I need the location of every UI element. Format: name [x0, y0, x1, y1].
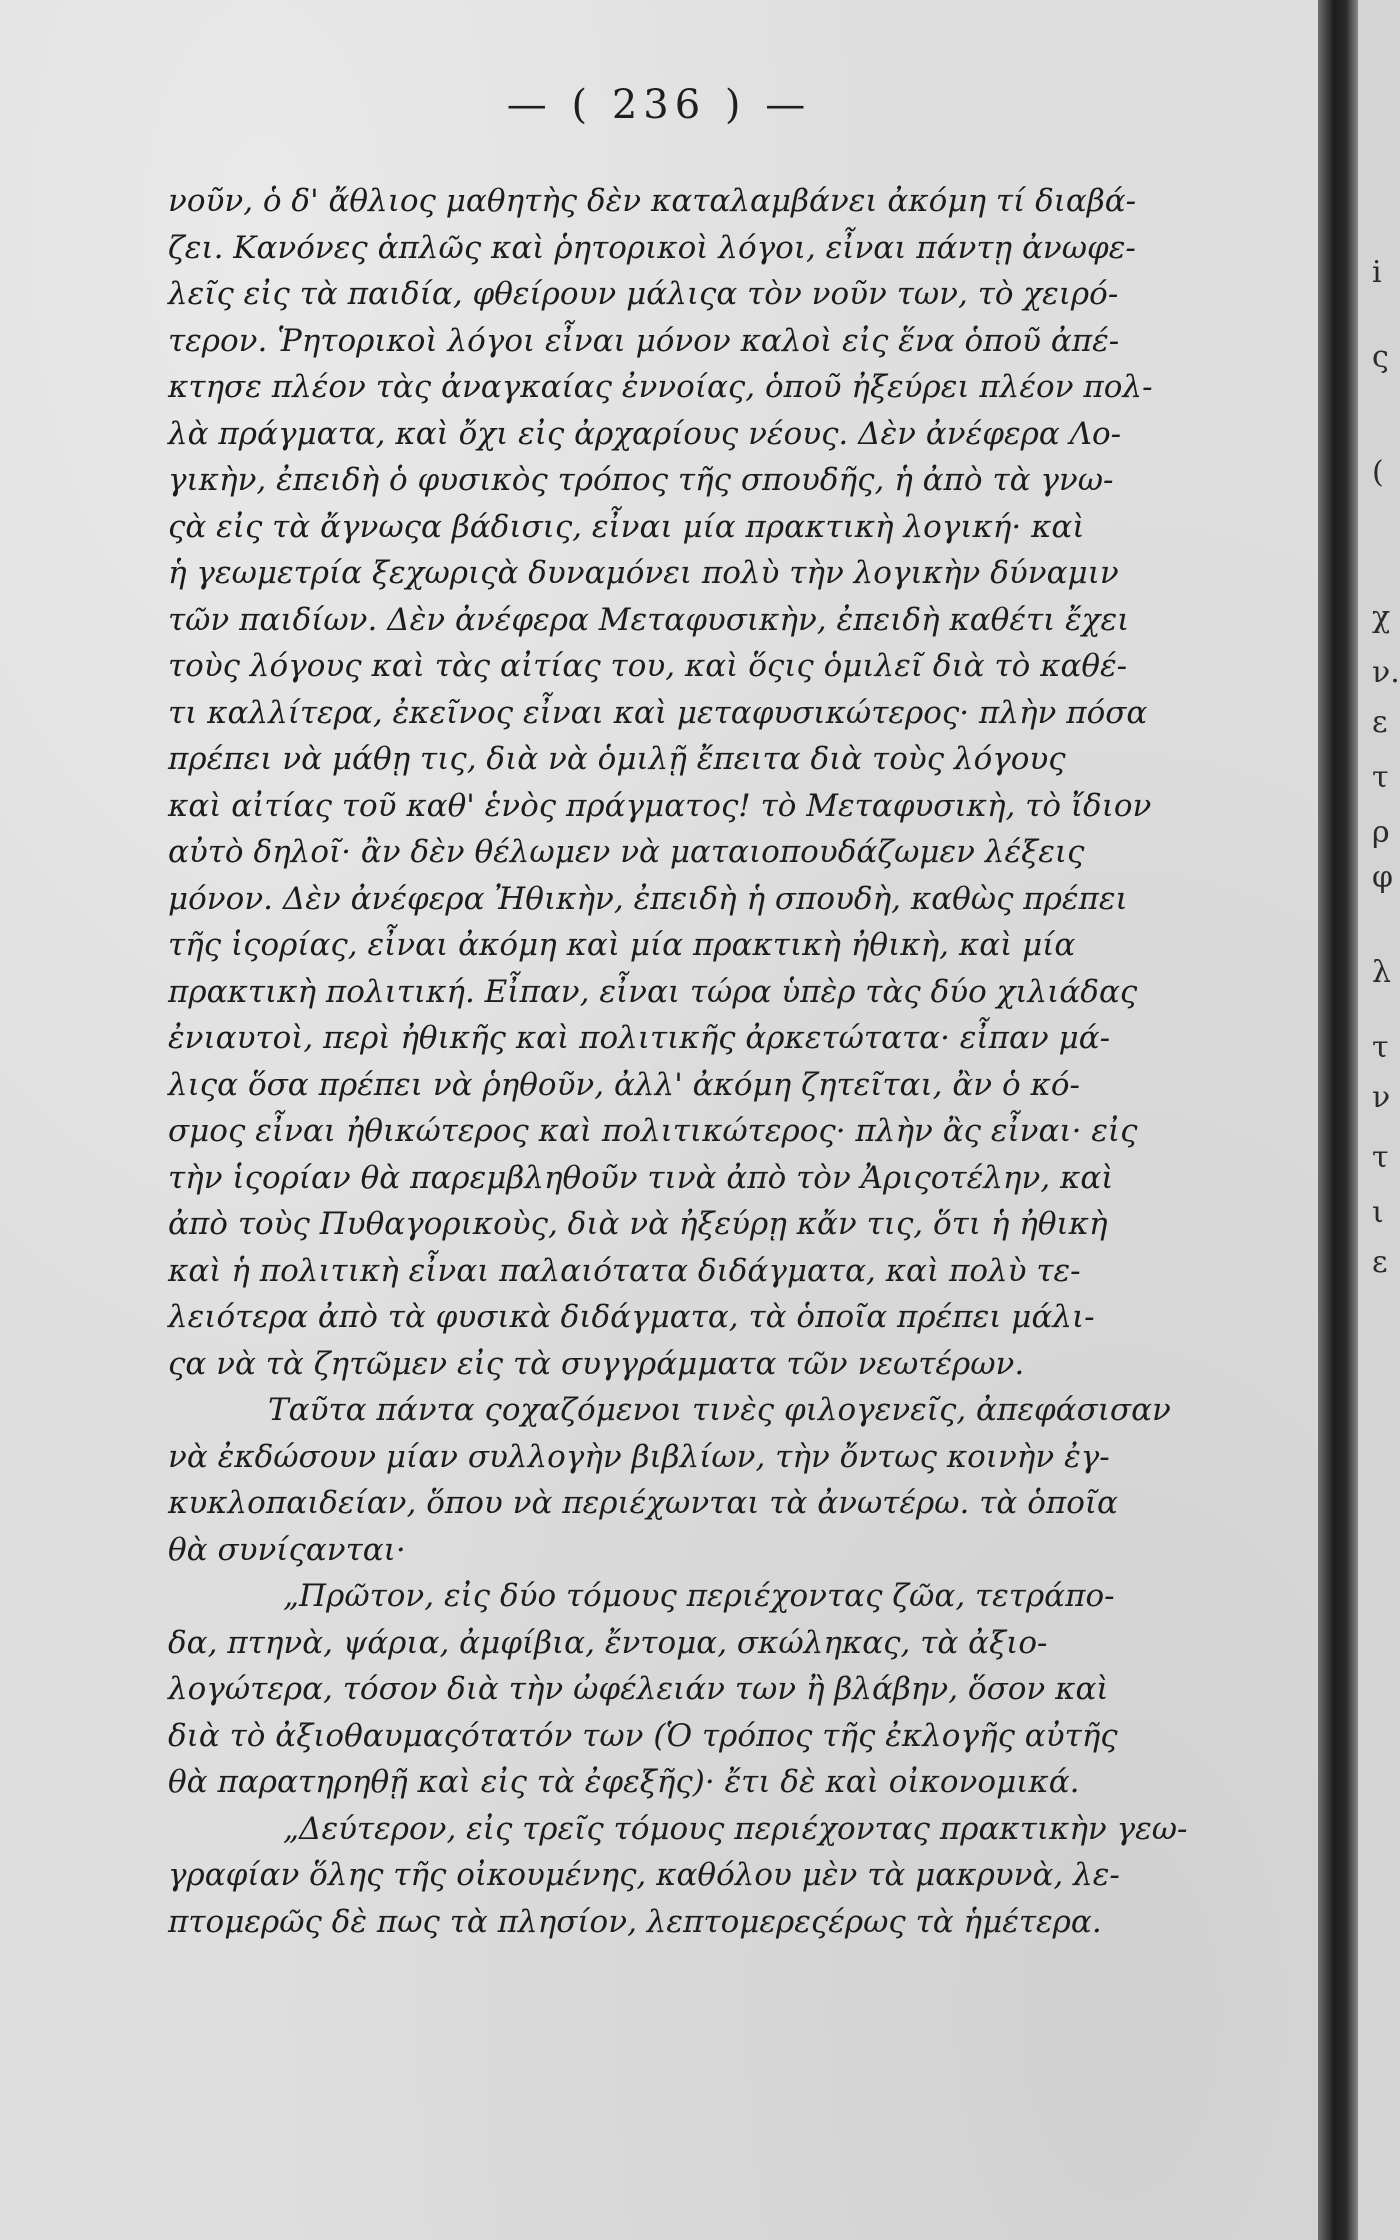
edge-glyph: ς: [1372, 340, 1389, 375]
paragraph-start-line: Ταῦτα πάντα ςοχαζόμενοι τινὲς φιλογενεῖς, ἀπεφάσισαν: [268, 1392, 1171, 1428]
text-line: ἡ γεωμετρία ξεχωριςὰ δυναμόνει πολὺ τὴν λογικὴν δύναμιν: [168, 555, 1119, 591]
paragraph-start-line: „Δεύτερον, εἰς τρεῖς τόμους περιέχοντας πρακτικὴν γεω-: [283, 1810, 1188, 1847]
edge-glyph: φ: [1372, 860, 1394, 895]
edge-glyph: λ: [1372, 955, 1392, 990]
edge-glyph: ε: [1372, 1245, 1388, 1280]
edge-glyph: ν.: [1372, 655, 1400, 690]
edge-glyph: (: [1372, 455, 1384, 490]
text-line: καὶ ἡ πολιτικὴ εἶναι παλαιότατα διδάγματα, καὶ πολὺ τε-: [168, 1252, 1081, 1289]
text-line: θὰ συνίςανται·: [168, 1531, 406, 1568]
text-line: λογώτερα, τόσον διὰ τὴν ὠφέλειάν των ἢ βλάβην, ὅσον καὶ: [168, 1671, 1109, 1707]
text-line: μόνον. Δὲν ἀνέφερα Ἠθικὴν, ἐπειδὴ ἡ σπουδὴ, καθὼς πρέπει: [168, 880, 1128, 917]
text-line: νοῦν, ὁ δ' ἄθλιος μαθητὴς δὲν καταλαμβάνει ἀκόμη τί διαβά-: [168, 183, 1137, 219]
text-line: τῶν παιδίων. Δὲν ἀνέφερα Μεταφυσικὴν, ἐπειδὴ καθέτι ἔχει: [168, 601, 1130, 638]
text-line: ἐνιαυτοὶ, περὶ ἠθικῆς καὶ πολιτικῆς ἀρκετώτατα· εἶπαν μά-: [168, 1020, 1111, 1056]
text-line: δα, πτηνὰ, ψάρια, ἀμφίβια, ἔντομα, σκώληκας, τὰ ἀξιο-: [168, 1624, 1048, 1661]
page-header: — ( 236 ) —: [506, 82, 812, 128]
edge-glyph: τ: [1372, 1140, 1389, 1175]
text-line: γραφίαν ὅλης τῆς οἰκουμένης, καθόλου μὲν τὰ μακρυνὰ, λε-: [168, 1857, 1120, 1893]
edge-glyph: τ: [1372, 760, 1389, 795]
text-line: πρακτικὴ πολιτική. Εἶπαν, εἶναι τώρα ὑπὲρ τὰς δύο χιλιάδας: [168, 973, 1138, 1010]
text-line: πρέπει νὰ μάθῃ τις, διὰ νὰ ὁμιλῇ ἔπειτα διὰ τοὺς λόγους: [168, 741, 1066, 777]
text-line: τὴν ἱςορίαν θὰ παρεμβληθοῦν τινὰ ἀπὸ τὸν Ἀριςοτέλην, καὶ: [168, 1159, 1114, 1196]
adjacent-page-edge: [1358, 0, 1400, 2240]
edge-glyph: χ: [1372, 600, 1391, 635]
text-line: διὰ τὸ ἀξιοθαυμαςότατόν των (Ὁ τρόπος τῆς ἐκλογῆς αὐτῆς: [168, 1717, 1118, 1754]
edge-glyph: ν: [1372, 1080, 1391, 1115]
text-line: λὰ πράγματα, καὶ ὄχι εἰς ἀρχαρίους νέους. Δὲν ἀνέφερα Λο-: [168, 415, 1122, 452]
text-line: τερον. Ῥητορικοὶ λόγοι εἶναι μόνον καλοὶ εἰς ἕνα ὁποῦ ἀπέ-: [168, 322, 1120, 359]
text-line: σμος εἶναι ἠθικώτερος καὶ πολιτικώτερος· πλὴν ἂς εἶναι· εἰς: [168, 1113, 1138, 1149]
edge-glyph: τ: [1372, 1030, 1389, 1065]
text-line: ςα νὰ τὰ ζητῶμεν εἰς τὰ συγγράμματα τῶν νεωτέρων.: [168, 1345, 1025, 1382]
text-line: θὰ παρατηρηθῇ καὶ εἰς τὰ ἐφεξῆς)· ἔτι δὲ καὶ οἰκονομικά.: [168, 1764, 1080, 1800]
edge-glyph: i: [1372, 255, 1382, 290]
text-line: τοὺς λόγους καὶ τὰς αἰτίας του, καὶ ὅςις ὁμιλεῖ διὰ τὸ καθέ-: [168, 648, 1128, 684]
text-line: λειότερα ἀπὸ τὰ φυσικὰ διδάγματα, τὰ ὁποῖα πρέπει μάλι-: [168, 1299, 1095, 1335]
text-line: λιςα ὅσα πρέπει νὰ ῥηθοῦν, ἀλλ' ἀκόμη ζητεῖται, ἂν ὁ κό-: [168, 1066, 1080, 1103]
text-line: τῆς ἱςορίας, εἶναι ἀκόμη καὶ μία πρακτικὴ ἠθικὴ, καὶ μία: [168, 927, 1076, 963]
text-line: γικὴν, ἐπειδὴ ὁ φυσικὸς τρόπος τῆς σπουδῆς, ἡ ἀπὸ τὰ γνω-: [168, 462, 1114, 498]
book-gutter-shadow: [1318, 0, 1358, 2240]
text-line: πτομερῶς δὲ πως τὰ πλησίον, λεπτομερεςέρως τὰ ἡμέτερα.: [168, 1903, 1102, 1940]
text-line: λεῖς εἰς τὰ παιδία, φθείρουν μάλιςα τὸν νοῦν των, τὸ χειρό-: [168, 276, 1119, 312]
edge-glyph: ρ: [1372, 815, 1390, 850]
text-line: αὐτὸ δηλοῖ· ἂν δὲν θέλωμεν νὰ ματαιοπουδάζωμεν λέξεις: [168, 834, 1085, 870]
edge-glyph: ε: [1372, 705, 1388, 740]
edge-glyph: ι: [1372, 1195, 1384, 1230]
text-line: καὶ αἰτίας τοῦ καθ' ἑνὸς πράγματος! τὸ Μεταφυσικὴ, τὸ ἴδιον: [168, 787, 1152, 824]
text-line: τι καλλίτερα, ἐκεῖνος εἶναι καὶ μεταφυσικώτερος· πλὴν πόσα: [168, 694, 1148, 731]
body-text: [168, 178, 1288, 1945]
paragraph-start-line: „Πρῶτον, εἰς δύο τόμους περιέχοντας ζῶα, τετράπο-: [283, 1578, 1115, 1614]
text-line: νὰ ἐκδώσουν μίαν συλλογὴν βιβλίων, τὴν ὄντως κοινὴν ἐγ-: [168, 1438, 1110, 1475]
text-line: κυκλοπαιδείαν, ὅπου νὰ περιέχωνται τὰ ἀνωτέρω. τὰ ὁποῖα: [168, 1485, 1118, 1521]
text-line: ζει. Κανόνες ἁπλῶς καὶ ῥητορικοὶ λόγοι, εἶναι πάντῃ ἀνωφε-: [168, 229, 1136, 266]
text-line: κτησε πλέον τὰς ἀναγκαίας ἐννοίας, ὁποῦ ἠξεύρει πλέον πολ-: [168, 369, 1153, 405]
text-line: ἀπὸ τοὺς Πυθαγορικοὺς, διὰ νὰ ἠξεύρῃ κἄν τις, ὅτι ἡ ἠθικὴ: [168, 1206, 1108, 1242]
text-line: ςὰ εἰς τὰ ἄγνωςα βάδισις, εἶναι μία πρακτικὴ λογική· καὶ: [168, 508, 1085, 545]
